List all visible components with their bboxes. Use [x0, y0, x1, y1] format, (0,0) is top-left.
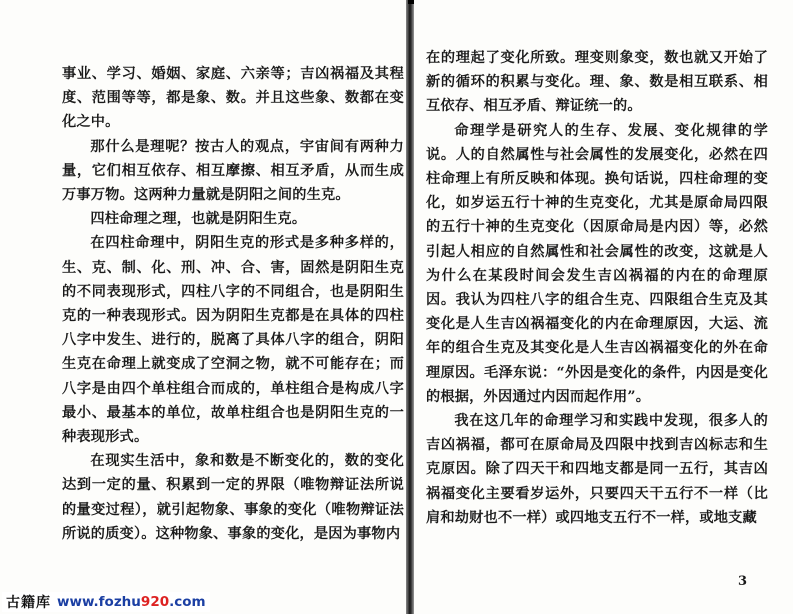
paragraph: 在现实生活中，象和数是不断变化的，数的变化达到一定的量、积累到一定的界限（唯物辩证法所说的量变过程），就引起物象、事象的变化（唯物辩证法所说的质变）。这种物象、事象的变化，是因为事物内 — [62, 453, 404, 542]
site-watermark — [2, 592, 210, 612]
paragraph: 事业、学习、婚姻、家庭、六亲等；吉凶祸福及其程度、范围等等，都是象、数。并且这些象、数都在变化之中。 — [62, 66, 404, 131]
watermark-url-number: 920 — [140, 594, 170, 610]
page-number: 3 — [737, 574, 747, 589]
watermark-url — [57, 594, 206, 610]
left-page-text — [62, 62, 404, 546]
book-gutter — [406, 0, 414, 614]
watermark-site-name: 古籍库 — [6, 595, 51, 611]
paragraph: 在的理起了变化所致。理变则象变，数也就又开始了新的循环的积累与变化。理、象、数是相互联系、相互依存、相互矛盾、辩证统一的。 — [426, 50, 768, 115]
paragraph: 那什么是理呢？按古人的观点，宇宙间有两种力量，它们相互依存、相互摩擦、相互矛盾，从而生成万事万物。这两种力量就是阴阳之间的生克。 — [62, 138, 404, 204]
right-page-text — [426, 46, 768, 530]
watermark-url-prefix: www.fozhu — [57, 594, 141, 610]
paragraph: 在四柱命理中，阴阳生克的形式是多种多样的，生、克、制、化、刑、冲、合、害，固然是阴阳生克的不同表现形式，四柱八字的不同组合，也是阴阳生克的一种表现形式。因为阴阳生克都是在具体的四柱八字中发生、进行的，脱离了具体八字的组合，阴阳生克在命理上就变成了空洞之物，就不可能存在；而八字是由四个单柱组合而成的，单柱组合是构成八字最小、最基本的单位，故单柱组合也是阴阳生克的一种表现形式。 — [62, 235, 404, 446]
paragraph: 我在这几年的命理学习和实践中发现，很多人的吉凶祸福，都可在原命局及四限中找到吉凶标志和生克原因。除了四天干和四地支都是同一五行，其吉凶祸福变化主要看岁运外，只要四天干五行不一样（比肩和劫财也不一样）或四地支五行不一样，或地支藏 — [426, 413, 768, 526]
paragraph: 命理学是研究人的生存、发展、变化规律的学说。人的自然属性与社会属性的发展变化，必然在四柱命理上有所反映和体现。换句话说，四柱命理的变化，如岁运五行十神的生克变化，尤其是原命局四限的五行十神的生克变化（因原命局是内因）等，必然引起人相应的自然属性和社会属性的改变，这就是人为什么在某段时间会发生吉凶祸福的内在的命理原因。我认为四柱八字的组合生克、四限组合生克及其变化是人生吉凶祸福变化的内在命理原因，大运、流年的组合生克及其变化是人生吉凶祸福变化的外在命理原因。毛泽东说：“外因是变化的条件，内因是变化的根据，外因通过内因而起作用”。 — [426, 122, 768, 405]
watermark-url-suffix: .com — [169, 594, 206, 610]
paragraph: 四柱命理之理，也就是阴阳生克。 — [90, 211, 307, 228]
